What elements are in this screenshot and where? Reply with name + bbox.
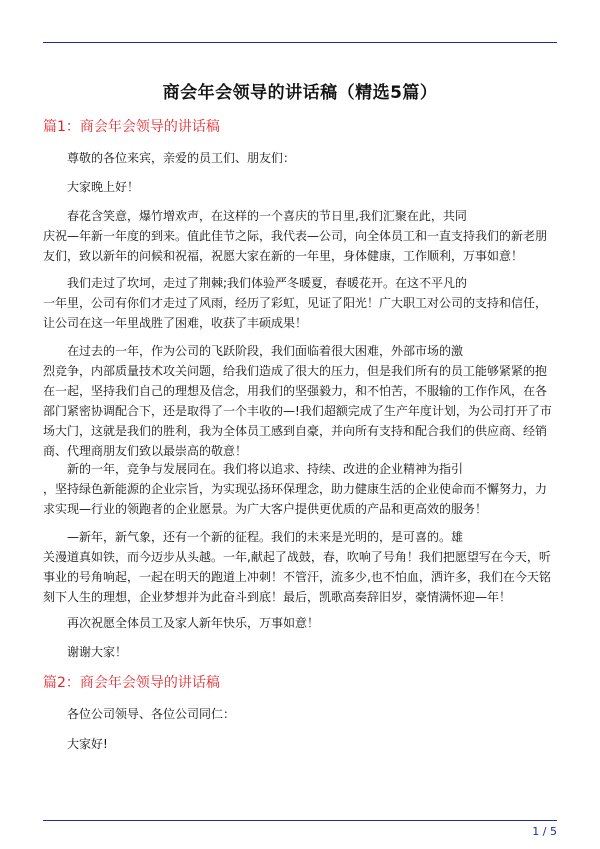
- paragraph: [43, 734, 557, 754]
- paragraph-line: 庆祝—年新一年度的到来。值此佳节之际，我代表—公司，向全体员工和一直支持我们的新老朋: [43, 229, 548, 243]
- paragraph-line: —新年，新气象，还有一个新的征程。我们的未来是光明的，是可喜的。雄: [67, 530, 464, 544]
- page-indicator: 1 / 5: [532, 825, 557, 838]
- paragraph-line: 尊敬的各位来宾，亲爱的员工们、朋友们：: [67, 151, 296, 165]
- paragraph: [43, 704, 557, 724]
- paragraph-line: 求实现—行业的领跑者的企业愿景。为广大客户提供更优质的产品和更高效的服务！: [43, 502, 488, 516]
- paragraph: [43, 459, 557, 519]
- header-rule: [43, 42, 557, 43]
- paragraph: [43, 273, 557, 333]
- section-heading-2: 篇2：商会年会领导的讲话稿: [43, 675, 220, 691]
- paragraph-line: 春花含笑意，爆竹增欢声，在这样的一个喜庆的节日里,我们汇聚在此，共同: [67, 209, 467, 223]
- paragraph-line: 场大门，这就是我们的胜利，我为全体员工感到自豪，并向所有支持和配合我们的供应商、经销: [43, 424, 548, 438]
- paragraph-line: 事业的号角响起，一起在明天的跑道上冲刺！不管汗，流多少,也不怕血，洒许多，我们在今天铭: [43, 570, 551, 584]
- paragraph-line: 大家晚上好！: [67, 180, 140, 194]
- paragraph: [43, 148, 557, 168]
- section-heading-1: 篇1：商会年会领导的讲话稿: [43, 119, 220, 135]
- paragraph: [43, 206, 557, 266]
- paragraph-line: 我们走过了坎坷，走过了荆棘;我们体验严冬暖夏，春暖花开。在这不平凡的: [67, 276, 468, 290]
- paragraph-line: 让公司在这一年里战胜了困难，收获了丰硕成果！: [43, 316, 308, 330]
- paragraph-line: 关漫道真如铁，而今迈步从头越。一年,献起了战鼓，春，吹响了号角！我们把愿望写在今天，听: [43, 550, 551, 564]
- paragraph: [43, 613, 557, 633]
- paragraph: [43, 341, 557, 461]
- paragraph-line: 刻下人生的理想，企业梦想并为此奋斗到底！最后，凯歌高奏辞旧岁，豪情满怀迎—年！: [43, 590, 512, 604]
- paragraph: [43, 642, 557, 662]
- paragraph-line: 友们，致以新年的问候和祝福，祝愿大家在新的一年里，身体健康，工作顺利，万事如意！: [43, 249, 524, 263]
- paragraph: [43, 527, 557, 607]
- paragraph-line: 谢谢大家！: [67, 645, 128, 659]
- paragraph-line: 再次祝愿全体员工及家人新年快乐，万事如意！: [67, 616, 320, 630]
- paragraph-line: 商、代理商朋友们致以最崇高的敬意！: [43, 444, 248, 458]
- paragraph-line: 大家好!: [67, 737, 108, 751]
- paragraph-line: 一年里，公司有你们才走过了风雨，经历了彩虹，见证了阳光！广大职工对公司的支持和信任，: [43, 296, 548, 310]
- paragraph-line: ，坚持绿色新能源的企业宗旨，为实现弘扬环保理念，助力健康生活的企业使命而不懈努力，力: [43, 482, 548, 496]
- paragraph-line: 各位公司领导、各位公司同仁：: [67, 707, 236, 721]
- paragraph-line: 新的一年，竞争与发展同在。我们将以追求、持续、改进的企业精神为指引: [67, 462, 464, 476]
- paragraph-line: 在一起，坚持我们自己的理想及信念，用我们的坚强毅力，和不怕苦，不服输的工作作风，在各: [43, 384, 548, 398]
- paragraph-line: 烈竞争，内部质量技术攻关问题，给我们造成了很大的压力，但是我们所有的员工能够紧紧的抱: [43, 364, 548, 378]
- footer-rule: [43, 820, 557, 821]
- document-title: 商会年会领导的讲话稿（精选5篇）: [162, 83, 438, 103]
- paragraph-line: 在过去的一年，作为公司的飞跃阶段，我们面临着很大困难，外部市场的激: [67, 344, 464, 358]
- paragraph: [43, 177, 557, 197]
- paragraph-line: 部门紧密协调配合下，还是取得了一个丰收的—!我们超额完成了生产年度计划，为公司打开了市: [43, 404, 552, 418]
